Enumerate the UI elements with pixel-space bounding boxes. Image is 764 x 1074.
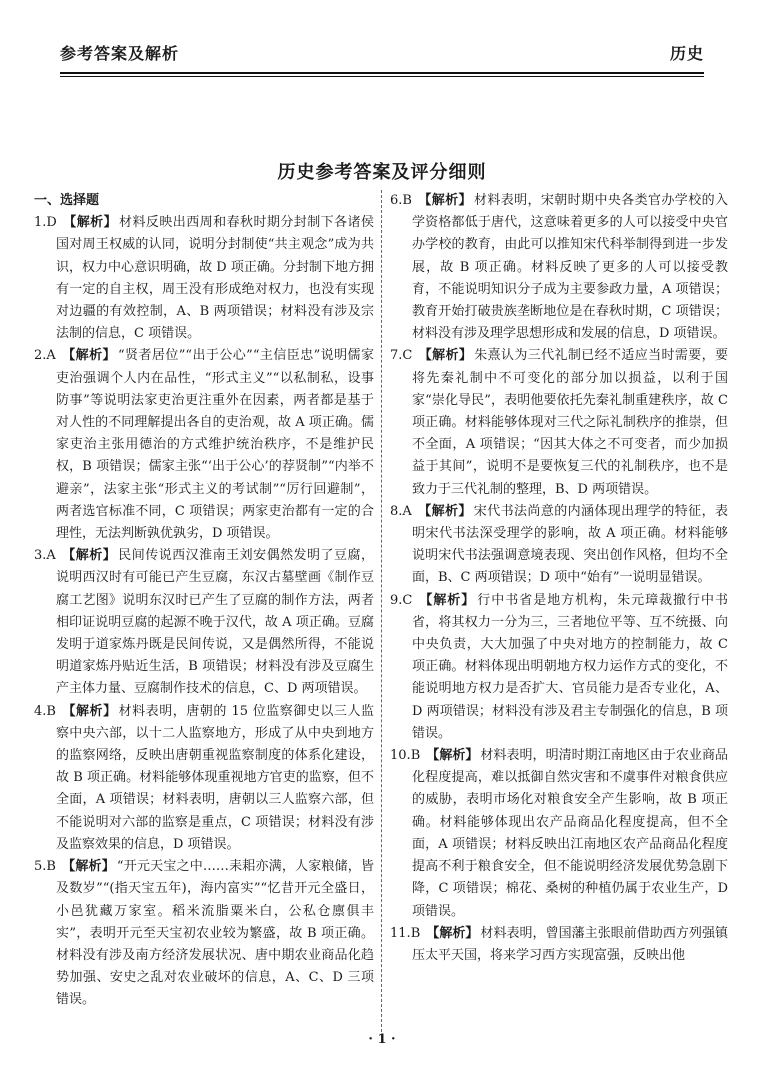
- question-item-4: 4.B 【解析】 材料表明，唐朝的 15 位监察御史以三人监察中央六部，以十二人监察地方，形成了从中央到地方的监察网络，反映出唐朝重视监察制度的体系化建设，故 B 项正确。材料能够体现重视地方官吏的监察，但不全面，A 项错误；材料表明，唐朝以三人监察六部，但不能说明对六部的监察是重点，C 项错误；材料没有涉及监察效果的信息，D 项错误。: [34, 703, 374, 852]
- question-item-5: 5.B 【解析】 “开元天宝之中……耒耜亦满，人家粮储，皆及数岁”“(指天宝五年)，海内富实”“忆昔开元全盛日，小邑犹藏万家室。稻米流脂粟米白，公私仓廪俱丰实”，表明开元至天宝初农业较为繁盛，故 B 项正确。材料没有涉及南方经济发展状况、唐中期农业商品化趋势加强、安史之乱对农业破坏的信息，A、C、D 三项错误。: [34, 859, 374, 1008]
- analysis-tag: 【解析】: [417, 503, 472, 519]
- answer-letter: B: [410, 925, 421, 941]
- analysis-text: “开元天宝之中……耒耜亦满，人家粮储，皆及数岁”“(指天宝五年)，海内富实”“忆昔开元全盛日，小邑犹藏万家室。稻米流脂粟米白，公私仓廪俱丰实”，表明开元至天宝初农业较为繁盛，故 B 项正确。材料没有涉及南方经济发展状况、唐中期农业商品化趋势加强、安史之乱对农业破坏的信息，A、C、D 三项错误。: [56, 859, 374, 1008]
- analysis-text: 材料表明，曾国藩主张眼前借助西方列强镇压太平天国，将来学习西方实现富强，反映出他: [412, 925, 728, 963]
- analysis-text: 行中书省是地方机构，朱元璋裁撤行中书省，将其权力一分为三，三者地位平等、互不统摄、向中央负责，大大加强了中央对地方的控制能力，故 C 项正确。材料体现出明朝地方权力运作方式的变化，不能说明地方权力是否扩大、官员能力是否专业化，A、D 两项错误；材料没有涉及君主专制强化的信息，B 项错误。: [412, 592, 728, 741]
- page-header: [60, 44, 704, 70]
- page-number: · 1 ·: [368, 1032, 396, 1047]
- question-item-7: 7.C 【解析】 朱熹认为三代礼制已经不适应当时需要，要将先秦礼制中不可变化的部分加以损益，以利于国家“崇化导民”，表明他要依托先秦礼制重建秩序，故 C 项正确。材料能够体现对三代之际礼制秩序的推崇，但不全面，A 项错误；“因其大体之不可变者，而少加损益于其间”，说明不是要恢复三代的礼制秩序，也不是致力于三代礼制的整理，B、D 两项错误。: [390, 348, 728, 497]
- analysis-tag: 【解析】: [418, 592, 476, 608]
- analysis-tag: 【解析】: [426, 748, 479, 764]
- header-left-title: 参考答案及解析: [60, 44, 180, 63]
- analysis-tag: 【解析】: [426, 925, 479, 941]
- answer-letter: B: [46, 859, 56, 875]
- analysis-text: 材料表明，明清时期江南地区由于农业商品化程度提高，难以抵御自然灾害和不虞事件对粮食供应的威胁，表明市场化对粮食安全产生影响，故 B 项正确。材料能够体现出农产品商品化程度提高，但不全面，A 项错误；材料反映出江南地区农产品商品化程度提高不利于粮食安全，但不能说明经济发展优势急剧下降，C 项错误；棉花、桑树的种植仍属于农业生产，D 项错误。: [412, 748, 728, 919]
- answer-letter: D: [46, 215, 57, 231]
- question-item-1: 1.D 【解析】 材料反映出西周和春秋时期分封制下各诸侯国对周王权威的认同，说明分封制使“共主观念”成为共识，权力中心意识明确，故 D 项正确。分封制下地方拥有一定的自主权，周王没有形成绝对权力，也没有实现对边疆的有效控制，A、B 两项错误；材料没有涉及宗法制的信息，C 项错误。: [34, 215, 374, 342]
- analysis-tag: 【解析】: [61, 859, 115, 875]
- analysis-text: 民间传说西汉淮南王刘安偶然发明了豆腐，说明西汉时有可能已产生豆腐，东汉古墓壁画《制作豆腐工艺图》说明东汉时已产生了豆腐的制作方法，两者相印证说明豆腐的起源不晚于汉代，故 A 项正确。豆腐发明于道家炼丹既是民间传说，又是偶然所得，不能说明道家炼丹贴近生活，B 项错误；材料没有涉及豆腐生产主体力量、豆腐制作技术的信息，C、D 两项错误。: [56, 548, 374, 697]
- answer-letter: C: [402, 592, 413, 608]
- analysis-text: 材料表明，宋朝时期中央各类官办学校的入学资格都低于唐代，这意味着更多的人可以接受中央官办学校的教育，由此可以推知宋代科举制得到进一步发展，故 B 项正确。材料反映了更多的人可以接受教育，不能说明知识分子成为主要参政力量，A 项错误；教育开始打破贵族垄断地位是在春秋时期，C 项错误；材料没有涉及理学思想形成和发展的信息，D 项错误。: [412, 193, 728, 342]
- question-item-6: 6.B 【解析】 材料表明，宋朝时期中央各类官办学校的入学资格都低于唐代，这意味着更多的人可以接受中央官办学校的教育，由此可以推知宋代科举制得到进一步发展，故 B 项正确。材料反映了更多的人可以接受教育，不能说明知识分子成为主要参政力量，A 项错误；教育开始打破贵族垄断地位是在春秋时期，C 项错误；材料没有涉及理学思想形成和发展的信息，D 项错误。: [390, 193, 728, 342]
- right-column: [390, 190, 728, 967]
- section-heading: 一、选择题: [34, 193, 100, 208]
- answer-letter: A: [46, 348, 56, 364]
- analysis-tag: 【解析】: [61, 703, 117, 719]
- header-subject: 历史: [669, 44, 704, 63]
- analysis-tag: 【解析】: [418, 348, 473, 364]
- question-item-8: 8.A 【解析】 宋代书法尚意的内涵体现出理学的特征，表明宋代书法深受理学的影响，故 A 项正确。材料能够说明宋代书法强调意境表现、突出创作风格，但均不全面，B、C 两项错误；D 项中“始有”一说明显错误。: [390, 503, 728, 586]
- column-divider: [381, 190, 382, 1032]
- analysis-text: 材料表明，唐朝的 15 位监察御史以三人监察中央六部，以十二人监察地方，形成了从中央到地方的监察网络，反映出唐朝重视监察制度的体系化建设，故 B 项正确。材料能够体现重视地方官吏的监察，但不全面，A 项错误；材料表明，唐朝以三人监察六部，但不能说明对六部的监察是重点，C 项错误；材料没有涉及监察效果的信息，D 项错误。: [56, 703, 374, 852]
- analysis-tag: 【解析】: [417, 193, 472, 208]
- analysis-text: 材料反映出西周和春秋时期分封制下各诸侯国对周王权威的认同，说明分封制使“共主观念”成为共识，权力中心意识明确，故 D 项正确。分封制下地方拥有一定的自主权，周王没有形成绝对权力，也没有实现对边疆的有效控制，A、B 两项错误；材料没有涉及宗法制的信息，C 项错误。: [56, 215, 374, 342]
- header-rule-thick: [60, 72, 704, 74]
- analysis-text: 宋代书法尚意的内涵体现出理学的特征，表明宋代书法深受理学的影响，故 A 项正确。材料能够说明宋代书法强调意境表现、突出创作风格，但均不全面，B、C 两项错误；D 项中“始有”一说明显错误。: [412, 503, 728, 586]
- question-item-9: 9.C 【解析】 行中书省是地方机构，朱元璋裁撤行中书省，将其权力一分为三，三者地位平等、互不统摄、向中央负责，大大加强了中央对地方的控制能力，故 C 项正确。材料体现出明朝地方权力运作方式的变化，不能说明地方权力是否扩大、官员能力是否专业化，A、D 两项错误；材料没有涉及君主专制强化的信息，B 项错误。: [390, 592, 728, 741]
- analysis-tag: 【解析】: [61, 548, 117, 564]
- document-title: 历史参考答案及评分细则: [277, 162, 487, 183]
- question-item-3: 3.A 【解析】 民间传说西汉淮南王刘安偶然发明了豆腐，说明西汉时有可能已产生豆腐，东汉古墓壁画《制作豆腐工艺图》说明东汉时已产生了豆腐的制作方法，两者相印证说明豆腐的起源不晚于汉代，故 A 项正确。豆腐发明于道家炼丹既是民间传说，又是偶然所得，不能说明道家炼丹贴近生活，B 项错误；材料没有涉及豆腐生产主体力量、豆腐制作技术的信息，C、D 两项错误。: [34, 548, 374, 697]
- question-item-11: 11.B 【解析】 材料表明，曾国藩主张眼前借助西方列强镇压太平天国，将来学习西方实现富强，反映出他: [390, 925, 728, 963]
- answer-letter: A: [402, 503, 412, 519]
- answer-letter: A: [46, 548, 56, 564]
- header-rule-thin: [60, 76, 704, 77]
- answer-letter: B: [402, 193, 412, 208]
- left-column: [34, 190, 374, 1012]
- answer-letter: B: [46, 703, 56, 719]
- analysis-tag: 【解析】: [61, 348, 116, 364]
- question-item-10: 10.B 【解析】 材料表明，明清时期江南地区由于农业商品化程度提高，难以抵御自然灾害和不虞事件对粮食供应的威胁，表明市场化对粮食安全产生影响，故 B 项正确。材料能够体现出农产品商品化程度提高，但不全面，A 项错误；材料反映出江南地区农产品商品化程度提高不利于粮食安全，但不能说明经济发展优势急剧下降，C 项错误；棉花、桑树的种植仍属于农业生产，D 项错误。: [390, 748, 728, 919]
- answer-letter: B: [410, 748, 421, 764]
- question-item-2: 2.A 【解析】 “贤者居位”“出于公心”“主信臣忠”说明儒家吏治强调个人内在品性，“形式主义”“以私制私，设事防事”等说明法家吏治更注重外在因素，两者都是基于对人性的不同理解提出各自的吏治观，故 A 项正确。儒家吏治主张用德治的方式维护统治秩序，不是维护民权，B 项错误；儒家主张“‘出于公心’的荐贤制”“内举不避亲”，法家主张“形式主义的考试制”“厉行回避制”，两者选官标准不同，C 项错误；两家吏治都有一定的合理性，无法判断孰优孰劣，D 项错误。: [34, 348, 374, 542]
- analysis-text: 朱熹认为三代礼制已经不适应当时需要，要将先秦礼制中不可变化的部分加以损益，以利于国家“崇化导民”，表明他要依托先秦礼制重建秩序，故 C 项正确。材料能够体现对三代之际礼制秩序的推崇，但不全面，A 项错误；“因其大体之不可变者，而少加损益于其间”，说明不是要恢复三代的礼制秩序，也不是致力于三代礼制的整理，B、D 两项错误。: [412, 348, 728, 497]
- answer-letter: C: [402, 348, 413, 364]
- analysis-tag: 【解析】: [62, 215, 118, 231]
- analysis-text: “贤者居位”“出于公心”“主信臣忠”说明儒家吏治强调个人内在品性，“形式主义”“以私制私，设事防事”等说明法家吏治更注重外在因素，两者都是基于对人性的不同理解提出各自的吏治观，故 A 项正确。儒家吏治主张用德治的方式维护统治秩序，不是维护民权，B 项错误；儒家主张“‘出于公心’的荐贤制”“内举不避亲”，法家主张“形式主义的考试制”“厉行回避制”，两者选官标准不同，C 项错误；两家吏治都有一定的合理性，无法判断孰优孰劣，D 项错误。: [56, 348, 374, 542]
